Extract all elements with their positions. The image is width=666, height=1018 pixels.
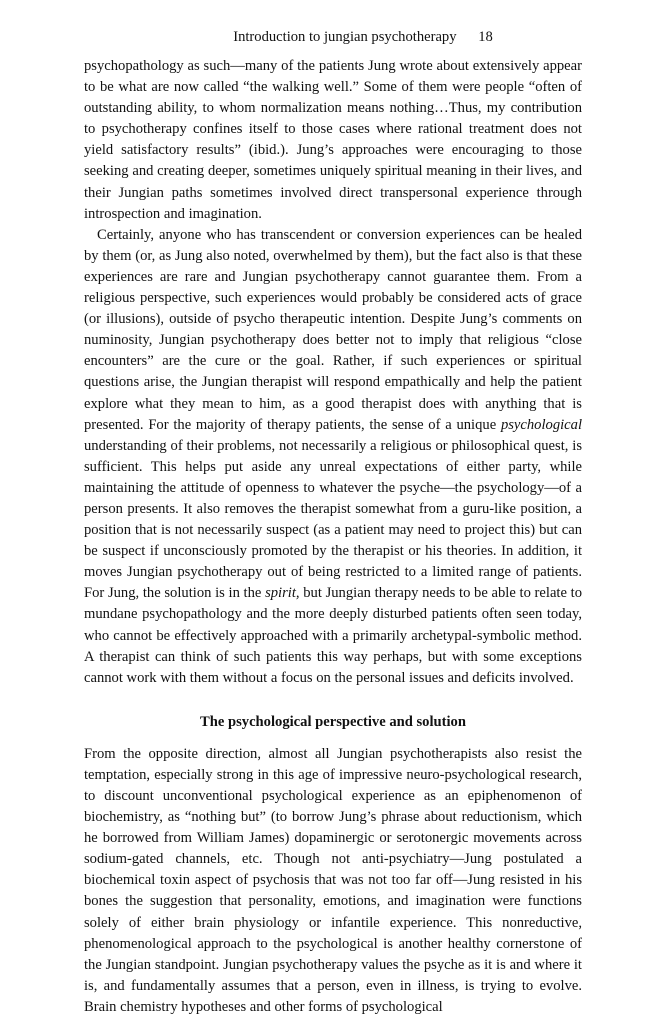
section-heading: The psychological perspective and solution	[200, 713, 466, 730]
text-segment: psychopathology as such—many of the patients Jung wrote about extensively appear to be what are now called “the walking well.” Some of them were people “often of outstanding ability, to whom normalization means nothing…Thus, my contribution to psychotherapy confines itself to those cases where rational treatment does not yield satisfactory results” (ibid.). Jung’s approaches were encouraging to those seeking and creating deeper, sometimes uniquely spiritual meaning in their lives, and their Jungian paths sometimes involved direct transpersonal experience through introspection and imagination.	[84, 58, 582, 222]
paragraph-continued	[84, 56, 582, 225]
emphasized-text: psychological	[500, 416, 582, 433]
text-segment: Certainly, anyone who has transcendent or conversion experiences can be healed by them (or, as Jung also noted, overwhelmed by them), but the fact also is that these experiences are rare and Jungian psychotherapy cannot guarantee them. From a religious perspective, such experiences would probably be considered acts of grace (or illusions), outside of psycho therapeutic intention. Despite Jung’s comments on numinosity, Jungian psychotherapy does better not to imply that religious “close encounters” are the cure or the goal. Rather, if such experiences or spiritual questions arise, the Jungian therapist will respond empathically and help the patient explore what they mean to him, as a good therapist does with anything that is presented. For the majority of therapy patients, the sense of a unique	[84, 226, 582, 433]
text-segment: From the opposite direction, almost all Jungian psychotherapists also resist the temptation, especially strong in this age of impressive neuro-psychological research, to discount unconventional psychological experience as an epiphenomenon of biochemistry, as “nothing but” (to borrow Jung’s phrase about reductionism, which he borrowed from William James) dopaminergic or serotonergic movements across sodium-gated channels, etc. Though not anti-psychiatry—Jung postulated a biochemical toxin aspect of psychosis that was not too far off—Jung resisted in his bones the suggestion that personality, emotions, and imagination were functions solely of either brain physiology or infantile experience. This nonreductive, phenomenological approach to the psychological is another healthy cornerstone of the Jungian standpoint. Jungian psychotherapy values the psyche as it is and where it is, and fundamentally assumes that a person, even in illness, is trying to evolve. Brain chemistry hypotheses and other forms of psychological	[84, 745, 582, 1015]
text-segment: but Jungian therapy needs to be able to relate to mundane psychopathology and the more deeply disturbed patients often seen today, who cannot be effectively approached with a primarily archetypal-symbolic method. A therapist can think of such patients this way perhaps, but with some exceptions cannot work with them without a focus on the personal issues and deficits involved.	[84, 585, 582, 686]
running-header	[144, 26, 582, 48]
paragraph-certainly	[84, 225, 582, 689]
paragraph-opposite-direction	[84, 744, 582, 1018]
emphasized-text: spirit,	[265, 585, 300, 602]
page-number: 18	[478, 29, 493, 45]
running-title: Introduction to jungian psychotherapy	[233, 29, 457, 45]
text-segment: understanding of their problems, not necessarily a religious or philosophical quest, is sufficient. This helps put aside any unreal expectations of either party, while maintaining the attitude of openness to whatever the psyche—the psychology—of a person presents. It also removes the therapist somewhat from a guru-like position, a position that is not necessarily suspect (as a patient may need to project this) but can be suspect if unconsciously promoted by the therapist or his theories. In addition, it moves Jungian psychotherapy out of being restricted to a limited range of patients. For Jung, the solution is in the	[84, 437, 582, 602]
